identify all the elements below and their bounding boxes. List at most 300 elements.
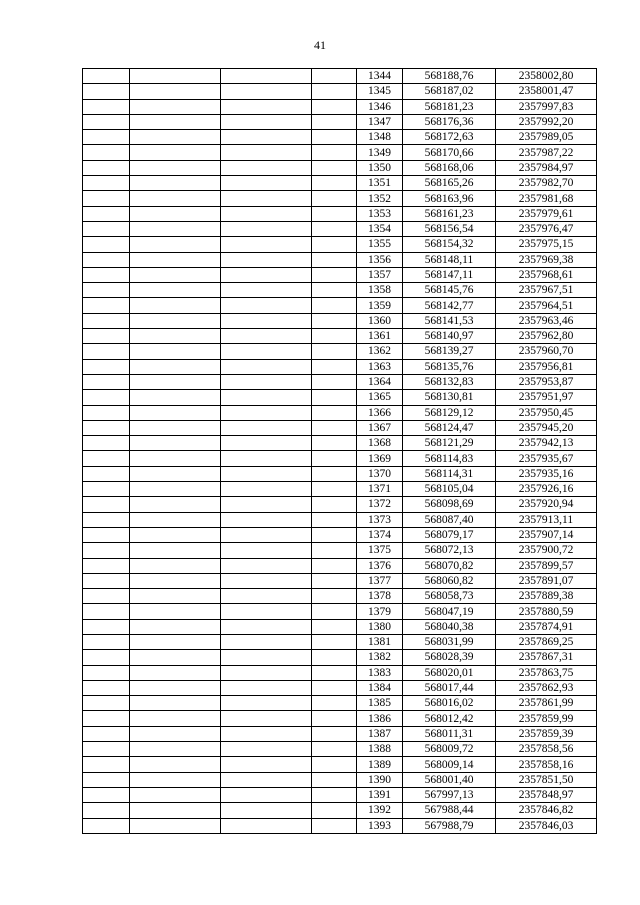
empty-cell	[83, 772, 130, 787]
empty-cell	[221, 589, 312, 604]
point-number-cell: 1381	[357, 634, 403, 649]
empty-cell	[221, 512, 312, 527]
empty-cell	[221, 451, 312, 466]
y-coordinate-cell: 2357880,59	[496, 604, 597, 619]
empty-cell	[221, 680, 312, 695]
y-coordinate-cell: 2357967,51	[496, 283, 597, 298]
y-coordinate-cell: 2357987,22	[496, 145, 597, 160]
point-number-cell: 1386	[357, 711, 403, 726]
table-row	[83, 726, 597, 741]
table-row	[83, 221, 597, 236]
point-number-cell: 1365	[357, 390, 403, 405]
table-row	[83, 130, 597, 145]
empty-cell	[312, 436, 357, 451]
point-number-cell: 1367	[357, 420, 403, 435]
point-number-cell: 1352	[357, 191, 403, 206]
table-row	[83, 405, 597, 420]
point-number-cell: 1376	[357, 558, 403, 573]
empty-cell	[221, 130, 312, 145]
empty-cell	[83, 634, 130, 649]
x-coordinate-cell: 568129,12	[403, 405, 496, 420]
empty-cell	[130, 757, 221, 772]
table-row	[83, 466, 597, 481]
x-coordinate-cell: 568009,14	[403, 757, 496, 772]
empty-cell	[83, 436, 130, 451]
empty-cell	[83, 267, 130, 282]
empty-cell	[130, 512, 221, 527]
x-coordinate-cell: 567997,13	[403, 787, 496, 802]
x-coordinate-cell: 568012,42	[403, 711, 496, 726]
empty-cell	[130, 604, 221, 619]
empty-cell	[221, 252, 312, 267]
point-number-cell: 1380	[357, 619, 403, 634]
empty-cell	[221, 206, 312, 221]
point-number-cell: 1356	[357, 252, 403, 267]
empty-cell	[83, 803, 130, 818]
empty-cell	[130, 742, 221, 757]
y-coordinate-cell: 2357907,14	[496, 527, 597, 542]
point-number-cell: 1345	[357, 84, 403, 99]
table-row	[83, 619, 597, 634]
point-number-cell: 1346	[357, 99, 403, 114]
x-coordinate-cell: 568121,29	[403, 436, 496, 451]
table-row	[83, 650, 597, 665]
empty-cell	[312, 589, 357, 604]
table-row	[83, 543, 597, 558]
point-number-cell: 1347	[357, 114, 403, 129]
empty-cell	[130, 206, 221, 221]
point-number-cell: 1393	[357, 818, 403, 833]
empty-cell	[130, 267, 221, 282]
empty-cell	[221, 634, 312, 649]
empty-cell	[130, 252, 221, 267]
empty-cell	[130, 650, 221, 665]
empty-cell	[312, 558, 357, 573]
empty-cell	[312, 742, 357, 757]
empty-cell	[130, 482, 221, 497]
empty-cell	[312, 329, 357, 344]
empty-cell	[312, 803, 357, 818]
empty-cell	[221, 267, 312, 282]
y-coordinate-cell: 2357956,81	[496, 359, 597, 374]
empty-cell	[221, 466, 312, 481]
empty-cell	[130, 451, 221, 466]
x-coordinate-cell: 568172,63	[403, 130, 496, 145]
y-coordinate-cell: 2357861,99	[496, 696, 597, 711]
y-coordinate-cell: 2357979,61	[496, 206, 597, 221]
empty-cell	[83, 359, 130, 374]
table-row	[83, 114, 597, 129]
table-row	[83, 558, 597, 573]
empty-cell	[130, 313, 221, 328]
empty-cell	[312, 772, 357, 787]
point-number-cell: 1374	[357, 527, 403, 542]
table-row	[83, 482, 597, 497]
empty-cell	[221, 527, 312, 542]
table-row	[83, 359, 597, 374]
empty-cell	[83, 390, 130, 405]
y-coordinate-cell: 2357968,61	[496, 267, 597, 282]
empty-cell	[130, 283, 221, 298]
empty-cell	[312, 497, 357, 512]
empty-cell	[130, 436, 221, 451]
empty-cell	[83, 558, 130, 573]
table-row	[83, 145, 597, 160]
empty-cell	[312, 237, 357, 252]
x-coordinate-cell: 568017,44	[403, 680, 496, 695]
empty-cell	[221, 619, 312, 634]
point-number-cell: 1379	[357, 604, 403, 619]
x-coordinate-cell: 568176,36	[403, 114, 496, 129]
empty-cell	[312, 726, 357, 741]
empty-cell	[83, 665, 130, 680]
table-row	[83, 99, 597, 114]
empty-cell	[83, 543, 130, 558]
empty-cell	[312, 69, 357, 84]
table-row	[83, 451, 597, 466]
empty-cell	[130, 543, 221, 558]
table-row	[83, 84, 597, 99]
y-coordinate-cell: 2357920,94	[496, 497, 597, 512]
x-coordinate-cell: 568105,04	[403, 482, 496, 497]
empty-cell	[130, 145, 221, 160]
y-coordinate-cell: 2357962,80	[496, 329, 597, 344]
point-number-cell: 1387	[357, 726, 403, 741]
empty-cell	[83, 283, 130, 298]
y-coordinate-cell: 2357846,03	[496, 818, 597, 833]
x-coordinate-cell: 568031,99	[403, 634, 496, 649]
empty-cell	[312, 573, 357, 588]
point-number-cell: 1382	[357, 650, 403, 665]
point-number-cell: 1362	[357, 344, 403, 359]
y-coordinate-cell: 2357926,16	[496, 482, 597, 497]
y-coordinate-cell: 2357982,70	[496, 176, 597, 191]
point-number-cell: 1353	[357, 206, 403, 221]
x-coordinate-cell: 568058,73	[403, 589, 496, 604]
point-number-cell: 1366	[357, 405, 403, 420]
y-coordinate-cell: 2357975,15	[496, 237, 597, 252]
empty-cell	[83, 237, 130, 252]
empty-cell	[312, 374, 357, 389]
point-number-cell: 1349	[357, 145, 403, 160]
empty-cell	[83, 680, 130, 695]
empty-cell	[130, 114, 221, 129]
table-row	[83, 742, 597, 757]
empty-cell	[130, 803, 221, 818]
empty-cell	[83, 130, 130, 145]
empty-cell	[83, 573, 130, 588]
empty-cell	[83, 512, 130, 527]
empty-cell	[83, 619, 130, 634]
empty-cell	[221, 420, 312, 435]
empty-cell	[130, 711, 221, 726]
x-coordinate-cell: 568142,77	[403, 298, 496, 313]
empty-cell	[312, 99, 357, 114]
empty-cell	[221, 84, 312, 99]
y-coordinate-cell: 2357989,05	[496, 130, 597, 145]
y-coordinate-cell: 2357976,47	[496, 221, 597, 236]
x-coordinate-cell: 568154,32	[403, 237, 496, 252]
empty-cell	[130, 329, 221, 344]
empty-cell	[312, 344, 357, 359]
y-coordinate-cell: 2357851,50	[496, 772, 597, 787]
empty-cell	[312, 650, 357, 665]
x-coordinate-cell: 568130,81	[403, 390, 496, 405]
empty-cell	[312, 221, 357, 236]
empty-cell	[312, 252, 357, 267]
empty-cell	[221, 191, 312, 206]
empty-cell	[221, 176, 312, 191]
empty-cell	[83, 527, 130, 542]
point-number-cell: 1355	[357, 237, 403, 252]
y-coordinate-cell: 2357960,70	[496, 344, 597, 359]
empty-cell	[83, 726, 130, 741]
table-row	[83, 818, 597, 833]
empty-cell	[312, 176, 357, 191]
point-number-cell: 1390	[357, 772, 403, 787]
point-number-cell: 1348	[357, 130, 403, 145]
y-coordinate-cell: 2357900,72	[496, 543, 597, 558]
empty-cell	[83, 742, 130, 757]
empty-cell	[221, 482, 312, 497]
y-coordinate-cell: 2357935,16	[496, 466, 597, 481]
x-coordinate-cell: 568060,82	[403, 573, 496, 588]
y-coordinate-cell: 2357874,91	[496, 619, 597, 634]
empty-cell	[312, 527, 357, 542]
empty-cell	[221, 99, 312, 114]
empty-cell	[221, 573, 312, 588]
table-row	[83, 589, 597, 604]
empty-cell	[221, 359, 312, 374]
empty-cell	[83, 696, 130, 711]
point-number-cell: 1351	[357, 176, 403, 191]
empty-cell	[83, 160, 130, 175]
empty-cell	[312, 482, 357, 497]
point-number-cell: 1370	[357, 466, 403, 481]
y-coordinate-cell: 2357889,38	[496, 589, 597, 604]
x-coordinate-cell: 568135,76	[403, 359, 496, 374]
x-coordinate-cell: 568163,96	[403, 191, 496, 206]
x-coordinate-cell: 568170,66	[403, 145, 496, 160]
empty-cell	[312, 604, 357, 619]
table-row	[83, 634, 597, 649]
empty-cell	[312, 160, 357, 175]
empty-cell	[130, 527, 221, 542]
empty-cell	[221, 787, 312, 802]
x-coordinate-cell: 568156,54	[403, 221, 496, 236]
y-coordinate-cell: 2357869,25	[496, 634, 597, 649]
coordinates-table	[82, 68, 597, 834]
empty-cell	[221, 298, 312, 313]
empty-cell	[312, 283, 357, 298]
empty-cell	[83, 405, 130, 420]
empty-cell	[130, 237, 221, 252]
empty-cell	[221, 772, 312, 787]
x-coordinate-cell: 568114,83	[403, 451, 496, 466]
y-coordinate-cell: 2357969,38	[496, 252, 597, 267]
table-row	[83, 420, 597, 435]
empty-cell	[130, 589, 221, 604]
y-coordinate-cell: 2358002,80	[496, 69, 597, 84]
empty-cell	[312, 634, 357, 649]
empty-cell	[130, 696, 221, 711]
table-row	[83, 803, 597, 818]
table-row	[83, 206, 597, 221]
coordinates-table-body	[83, 69, 597, 834]
x-coordinate-cell: 568098,69	[403, 497, 496, 512]
empty-cell	[130, 680, 221, 695]
point-number-cell: 1378	[357, 589, 403, 604]
y-coordinate-cell: 2357945,20	[496, 420, 597, 435]
x-coordinate-cell: 568070,82	[403, 558, 496, 573]
empty-cell	[221, 374, 312, 389]
empty-cell	[312, 787, 357, 802]
empty-cell	[221, 436, 312, 451]
x-coordinate-cell: 568072,13	[403, 543, 496, 558]
empty-cell	[130, 665, 221, 680]
empty-cell	[221, 221, 312, 236]
y-coordinate-cell: 2357859,39	[496, 726, 597, 741]
empty-cell	[312, 359, 357, 374]
y-coordinate-cell: 2357964,51	[496, 298, 597, 313]
empty-cell	[221, 757, 312, 772]
empty-cell	[312, 114, 357, 129]
empty-cell	[221, 711, 312, 726]
y-coordinate-cell: 2357935,67	[496, 451, 597, 466]
x-coordinate-cell: 568132,83	[403, 374, 496, 389]
empty-cell	[221, 604, 312, 619]
table-row	[83, 787, 597, 802]
y-coordinate-cell: 2357963,46	[496, 313, 597, 328]
empty-cell	[83, 374, 130, 389]
table-row	[83, 711, 597, 726]
point-number-cell: 1384	[357, 680, 403, 695]
empty-cell	[312, 696, 357, 711]
point-number-cell: 1391	[357, 787, 403, 802]
empty-cell	[312, 543, 357, 558]
point-number-cell: 1363	[357, 359, 403, 374]
point-number-cell: 1368	[357, 436, 403, 451]
y-coordinate-cell: 2357992,20	[496, 114, 597, 129]
table-row	[83, 160, 597, 175]
y-coordinate-cell: 2357891,07	[496, 573, 597, 588]
empty-cell	[83, 420, 130, 435]
empty-cell	[130, 634, 221, 649]
empty-cell	[221, 543, 312, 558]
point-number-cell: 1383	[357, 665, 403, 680]
empty-cell	[130, 420, 221, 435]
x-coordinate-cell: 568020,01	[403, 665, 496, 680]
empty-cell	[221, 726, 312, 741]
empty-cell	[130, 130, 221, 145]
empty-cell	[312, 313, 357, 328]
x-coordinate-cell: 568141,53	[403, 313, 496, 328]
x-coordinate-cell: 568161,23	[403, 206, 496, 221]
empty-cell	[83, 69, 130, 84]
empty-cell	[312, 84, 357, 99]
empty-cell	[83, 818, 130, 833]
table-row	[83, 497, 597, 512]
empty-cell	[312, 405, 357, 420]
empty-cell	[312, 619, 357, 634]
empty-cell	[130, 772, 221, 787]
x-coordinate-cell: 568001,40	[403, 772, 496, 787]
empty-cell	[312, 191, 357, 206]
empty-cell	[221, 818, 312, 833]
empty-cell	[83, 451, 130, 466]
y-coordinate-cell: 2357846,82	[496, 803, 597, 818]
x-coordinate-cell: 568016,02	[403, 696, 496, 711]
empty-cell	[221, 650, 312, 665]
empty-cell	[130, 726, 221, 741]
empty-cell	[312, 711, 357, 726]
table-row	[83, 604, 597, 619]
table-row	[83, 329, 597, 344]
y-coordinate-cell: 2357950,45	[496, 405, 597, 420]
table-row	[83, 313, 597, 328]
y-coordinate-cell: 2357942,13	[496, 436, 597, 451]
y-coordinate-cell: 2357997,83	[496, 99, 597, 114]
point-number-cell: 1377	[357, 573, 403, 588]
table-row	[83, 344, 597, 359]
table-row	[83, 680, 597, 695]
empty-cell	[221, 329, 312, 344]
y-coordinate-cell: 2357951,97	[496, 390, 597, 405]
x-coordinate-cell: 567988,44	[403, 803, 496, 818]
x-coordinate-cell: 568087,40	[403, 512, 496, 527]
point-number-cell: 1359	[357, 298, 403, 313]
point-number-cell: 1354	[357, 221, 403, 236]
empty-cell	[83, 757, 130, 772]
empty-cell	[130, 558, 221, 573]
empty-cell	[312, 512, 357, 527]
empty-cell	[83, 604, 130, 619]
empty-cell	[221, 344, 312, 359]
point-number-cell: 1371	[357, 482, 403, 497]
empty-cell	[83, 344, 130, 359]
empty-cell	[312, 267, 357, 282]
empty-cell	[312, 206, 357, 221]
empty-cell	[130, 573, 221, 588]
table-row	[83, 436, 597, 451]
empty-cell	[221, 665, 312, 680]
x-coordinate-cell: 568011,31	[403, 726, 496, 741]
empty-cell	[130, 787, 221, 802]
x-coordinate-cell: 568188,76	[403, 69, 496, 84]
empty-cell	[83, 497, 130, 512]
table-row	[83, 772, 597, 787]
empty-cell	[221, 497, 312, 512]
empty-cell	[83, 145, 130, 160]
table-row	[83, 390, 597, 405]
empty-cell	[130, 84, 221, 99]
y-coordinate-cell: 2357953,87	[496, 374, 597, 389]
empty-cell	[83, 206, 130, 221]
empty-cell	[312, 145, 357, 160]
empty-cell	[83, 99, 130, 114]
empty-cell	[83, 84, 130, 99]
empty-cell	[83, 466, 130, 481]
point-number-cell: 1360	[357, 313, 403, 328]
empty-cell	[221, 283, 312, 298]
empty-cell	[312, 420, 357, 435]
empty-cell	[312, 680, 357, 695]
empty-cell	[221, 69, 312, 84]
table-row	[83, 512, 597, 527]
point-number-cell: 1369	[357, 451, 403, 466]
empty-cell	[83, 650, 130, 665]
empty-cell	[221, 405, 312, 420]
